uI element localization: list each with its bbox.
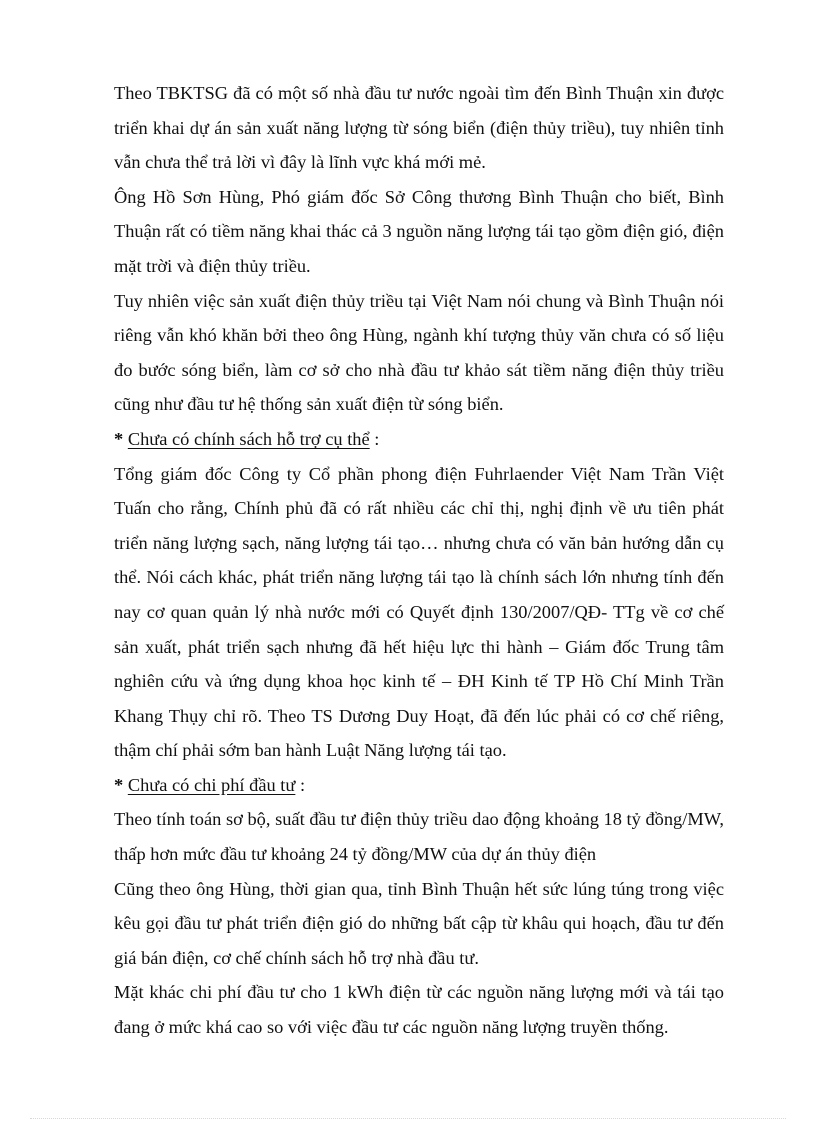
- heading-suffix: :: [295, 774, 306, 795]
- heading-text: Chưa có chi phí đầu tư: [127, 774, 296, 795]
- heading-marker: *: [114, 428, 124, 449]
- paragraph-difficulties: Tuy nhiên việc sản xuất điện thủy triều tại Việt Nam nói chung và Bình Thuận nói riêng vẫn khó khăn bởi theo ông Hùng, ngành khí tượng thủy văn chưa có số liệu đo bước sóng biển, làm cơ sở cho nhà đầu tư khảo sát tiềm năng điện thủy triều cũng như đầu tư hệ thống sản xuất điện từ sóng biển.: [114, 290, 724, 415]
- heading-text: Chưa có chính sách hỗ trợ cụ thể: [127, 428, 370, 449]
- paragraph-policy: Tổng giám đốc Công ty Cổ phần phong điện Fuhrlaender Việt Nam Trần Việt Tuấn cho rằng, Chính phủ đã có rất nhiều các chỉ thị, nghị định về ưu tiên phát triển năng lượng sạch, năng lượng tái tạo… nhưng chưa có văn bản hướng dẫn cụ thể. Nói cách khác, phát triển năng lượng tái tạo là chính sách lớn nhưng tính đến nay cơ quan quản lý nhà nước mới có Quyết định 130/2007/QĐ- TTg về cơ chế sản xuất, phát triển sạch nhưng đã hết hiệu lực thi hành – Giám đốc Trung tâm nghiên cứu và ứng dụng khoa học kinh tế – ĐH Kinh tế TP Hồ Chí Minh Trần Khang Thụy chỉ rõ. Theo TS Dương Duy Hoạt, đã đến lúc phải có cơ chế riêng, thậm chí phải sớm ban hành Luật Năng lượng tái tạo.: [114, 463, 724, 761]
- heading-suffix: :: [369, 428, 380, 449]
- paragraph-cost-estimate: Theo tính toán sơ bộ, suất đầu tư điện thủy triều dao động khoảng 18 tỷ đồng/MW, thấp hơn mức đầu tư khoảng 24 tỷ đồng/MW của dự án thủy điện: [114, 809, 724, 865]
- page-bottom-rule: [30, 1118, 786, 1119]
- paragraph-intro: Theo TBKTSG đã có một số nhà đầu tư nước ngoài tìm đến Bình Thuận xin được triển khai dự án sản xuất năng lượng từ sóng biển (điện thủy triều), tuy nhiên tỉnh vẫn chưa thể trả lời vì đây là lĩnh vực khá mới mẻ.: [114, 83, 724, 173]
- paragraph-investment-call: Cũng theo ông Hùng, thời gian qua, tỉnh Bình Thuận hết sức lúng túng trong việc kêu gọi đầu tư phát triển điện gió do những bất cập từ khâu qui hoạch, đầu tư đến giá bán điện, cơ chế chính sách hỗ trợ nhà đầu tư.: [114, 878, 724, 968]
- section-heading-policy: [114, 422, 724, 457]
- document-page: [114, 76, 724, 1045]
- paragraph-ho-son-hung: Ông Hồ Sơn Hùng, Phó giám đốc Sở Công thương Bình Thuận cho biết, Bình Thuận rất có tiềm năng khai thác cả 3 nguồn năng lượng tái tạo gồm điện gió, điện mặt trời và điện thủy triều.: [114, 186, 724, 276]
- paragraph-cost-comparison: Mặt khác chi phí đầu tư cho 1 kWh điện từ các nguồn năng lượng mới và tái tạo đang ở mức khá cao so với việc đầu tư các nguồn năng lượng truyền thống.: [114, 982, 724, 1038]
- section-heading-cost: [114, 768, 724, 803]
- heading-marker: *: [114, 774, 124, 795]
